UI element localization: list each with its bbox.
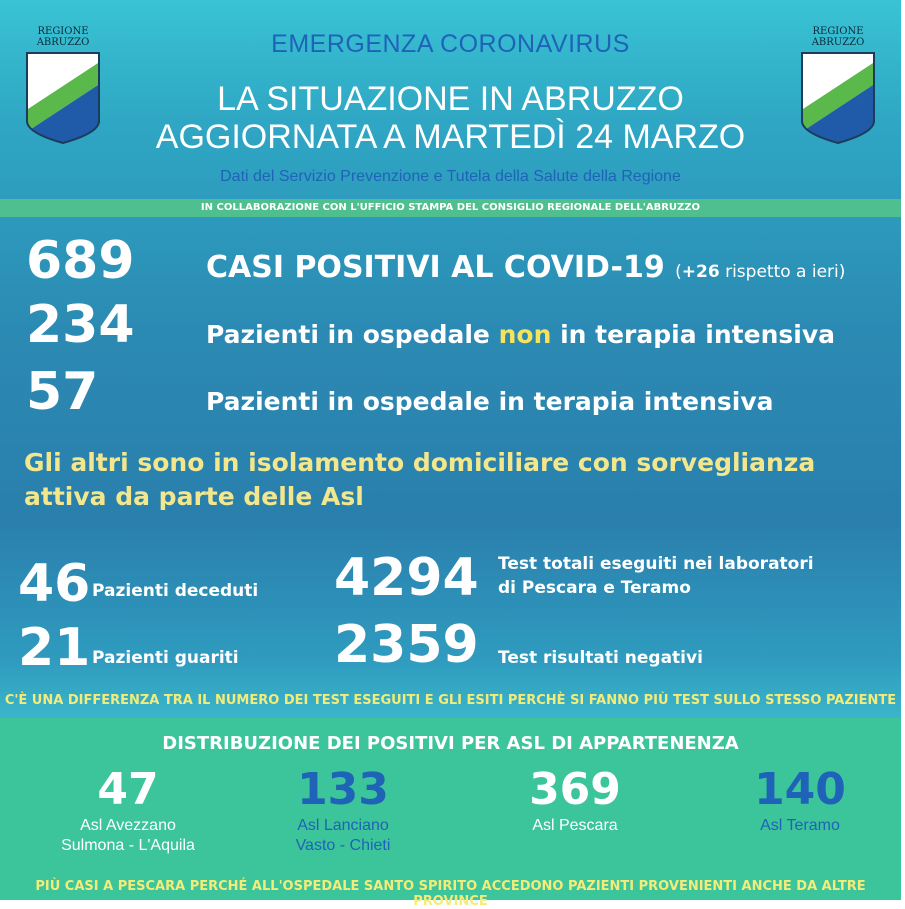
asl-label-line-1: Asl Pescara — [532, 817, 618, 834]
asl-lanciano — [238, 764, 448, 856]
asl-label-line-2: Sulmona - L'Aquila — [61, 837, 195, 854]
logo-text-abruzzo: ABRUZZO — [36, 37, 90, 48]
pescara-footer-note: PIÙ CASI A PESCARA PERCHÉ ALL'OSPEDALE SANTO SPIRITO ACCEDONO PAZIENTI PROVENIENTI ANCHE DA ALTRE PROVINCE — [35, 879, 866, 909]
asl-value: 133 — [297, 764, 389, 815]
collaboration-banner: IN COLLABORAZIONE CON L'UFFICIO STAMPA DEL CONSIGLIO REGIONALE DELL'ABRUZZO — [0, 199, 901, 217]
icu-label: Pazienti in ospedale in terapia intensiva — [206, 387, 774, 416]
asl-label-line-2: Vasto - Chieti — [295, 837, 391, 854]
hospital-non-icu-value: 234 — [26, 295, 135, 355]
hospital-label-part-2: in terapia intensiva — [551, 320, 835, 349]
asl-value: 140 — [754, 764, 846, 815]
positive-cases-label: CASI POSITIVI AL COVID-19 — [206, 250, 665, 285]
asl-teramo — [695, 764, 905, 836]
asl-avezzano — [23, 764, 233, 856]
total-tests-label — [498, 552, 814, 600]
emergency-title: EMERGENZA CORONAVIRUS — [271, 30, 630, 58]
positive-cases-value: 689 — [26, 231, 135, 291]
total-tests-value: 4294 — [334, 548, 479, 608]
asl-value: 369 — [529, 764, 621, 815]
deceased-value: 46 — [18, 554, 91, 614]
delta-value: +26 — [681, 262, 720, 282]
negative-tests-value: 2359 — [334, 615, 479, 675]
asl-value: 47 — [97, 764, 159, 815]
recovered-value: 21 — [18, 618, 91, 678]
headline-line-2: AGGIORNATA A MARTEDÌ 24 MARZO — [155, 118, 746, 156]
asl-pescara — [470, 764, 680, 836]
asl-label-line-1: Asl Lanciano — [297, 817, 389, 834]
header — [0, 0, 901, 198]
logo-text-regione: REGIONE — [37, 26, 89, 37]
hospital-non-icu-label — [206, 319, 835, 351]
positive-cases-delta — [675, 262, 845, 282]
deceased-label: Pazienti deceduti — [92, 581, 259, 601]
recovered-label: Pazienti guariti — [92, 648, 239, 668]
home-isolation-note: Gli altri sono in isolamento domiciliare con sorveglianza attiva da parte delle Asl — [24, 448, 816, 511]
data-source-subtitle: Dati del Servizio Prevenzione e Tutela della Salute della Regione — [220, 168, 681, 185]
total-tests-label-line-1: Test totali eseguiti nei laboratori — [498, 554, 814, 574]
distribution-title: DISTRIBUZIONE DEI POSITIVI PER ASL DI APPARTENENZA — [162, 733, 739, 754]
hospital-label-highlight: non — [498, 320, 552, 349]
asl-label-line-1: Asl Avezzano — [80, 817, 176, 834]
delta-text: rispetto a ieri) — [719, 262, 846, 282]
total-tests-label-line-2: di Pescara e Teramo — [498, 578, 691, 598]
negative-tests-label: Test risultati negativi — [498, 648, 703, 668]
logo-text-abruzzo: ABRUZZO — [811, 37, 865, 48]
headline-line-1: LA SITUAZIONE IN ABRUZZO — [217, 80, 684, 118]
asl-label-line-1: Asl Teramo — [760, 817, 840, 834]
logo-text-regione: REGIONE — [812, 26, 864, 37]
icu-value: 57 — [26, 362, 99, 422]
positive-cases-row — [206, 250, 845, 290]
hospital-label-part-1: Pazienti in ospedale — [206, 320, 499, 349]
test-difference-note: C'È UNA DIFFERENZA TRA IL NUMERO DEI TEST ESEGUITI E GLI ESITI PERCHÈ SI FANNO PIÙ TEST SULLO STESSO PAZIENTE — [4, 693, 897, 708]
delta-open: ( — [675, 262, 682, 282]
